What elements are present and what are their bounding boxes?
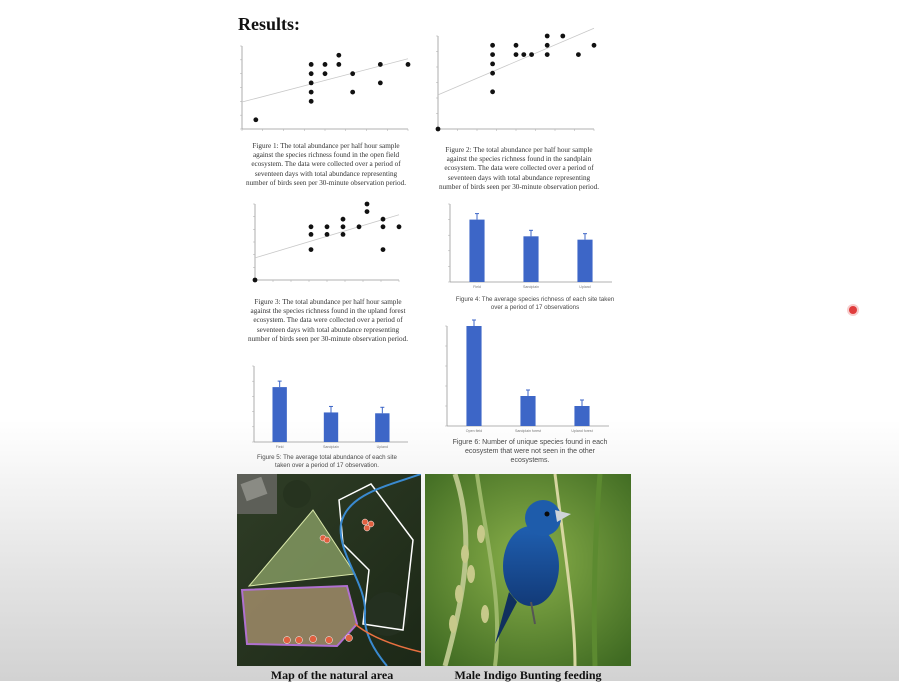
data-point [490,43,495,48]
data-point [325,232,330,237]
data-point [309,224,314,229]
category-label: Open field [465,429,483,433]
data-point [365,202,370,207]
data-point [378,62,383,67]
data-point [309,99,314,104]
data-point [521,52,526,57]
map-caption: Map of the natural area [270,668,394,682]
data-point [545,52,550,57]
bar [469,220,484,282]
indigo-bunting-image [425,474,631,666]
figure-1-scatter-plot [232,42,414,137]
category-label: Field [473,285,481,289]
figure-2-scatter-plot [428,32,600,137]
figure-3-scatter-plot [245,200,405,288]
category-label: Upland forest [571,429,593,433]
category-label: Sandplain forest [515,429,541,433]
data-point [323,62,328,67]
data-point [545,34,550,39]
figure-3-caption: Figure 3: The total abundance per half hour sample against the species richness found in the upland forest ecosystem. The data were collected over a period of seventeen days with total abundance representing number of birds seen per 30-minute observation period. [247,298,409,343]
red-dot [849,306,857,314]
data-point [378,80,383,85]
data-point [341,232,346,237]
data-point [436,127,441,132]
data-point [381,247,386,252]
data-point [397,224,402,229]
bar [577,240,592,282]
data-point [309,80,314,85]
figure-4-caption: Figure 4: The average species richness of each site taken over a period of 17 observations [455,296,615,312]
map-drawing [237,474,421,666]
data-point [560,34,565,39]
trendline [438,28,594,95]
data-point [309,232,314,237]
data-point [309,247,314,252]
figure-1-caption: Figure 1: The total abundance per half hour sample against the species richness found in the open field ecosystem. The data were collected over a period of seventeen days with total abundance representing number of birds seen per 30-minute observation period. [245,142,407,187]
data-point [350,90,355,95]
data-point [381,224,386,229]
data-point [514,52,519,57]
data-point [357,224,362,229]
figure-4-bar-chart [440,200,618,290]
data-point [529,52,534,57]
data-point [323,71,328,76]
data-point [490,71,495,76]
data-point [576,52,581,57]
data-point [350,71,355,76]
data-point [490,89,495,94]
data-point [253,278,258,283]
category-label: Sandplain [323,445,339,449]
data-point [514,43,519,48]
data-point [341,217,346,222]
figure-2-caption: Figure 2: The total abundance per half hour sample against the species richness found in the sandplain ecosystem. The data were collected over a period of seventeen days with total abundance representing number of birds seen per 30-minute observation period. [438,146,600,191]
data-point [545,43,550,48]
data-point [309,62,314,67]
bird-drawing [425,474,631,666]
data-point [309,90,314,95]
category-label: Sandplain [523,285,539,289]
data-point [381,217,386,222]
figure-5-caption: Figure 5: The average total abundance of each site taken over a period of 17 observation. [257,454,397,470]
figure-6-bar-chart [437,322,615,434]
natural-area-map-image [237,474,421,666]
figure-6-caption: Figure 6: Number of unique species found in each ecosystem that were not seen in the other ecosystems. [452,439,608,464]
bird-photo-caption: Male Indigo Bunting feeding [454,668,602,682]
bar [272,387,286,442]
data-point [336,53,341,58]
bar [520,396,535,426]
figure-5-bar-chart [244,362,414,450]
data-point [309,71,314,76]
data-point [336,62,341,67]
bar [466,326,481,426]
category-label: Upland [376,445,389,449]
data-point [365,209,370,214]
data-point [325,224,330,229]
data-point [253,117,258,122]
data-point [406,62,411,67]
results-heading: Results: [238,14,300,34]
data-point [490,52,495,57]
bar [574,406,589,426]
data-point [490,62,495,67]
category-label: Field [275,445,284,449]
category-label: Upland [579,285,591,289]
data-point [592,43,597,48]
data-point [341,224,346,229]
bar [375,413,389,442]
bar [324,412,338,442]
bar [523,236,538,282]
